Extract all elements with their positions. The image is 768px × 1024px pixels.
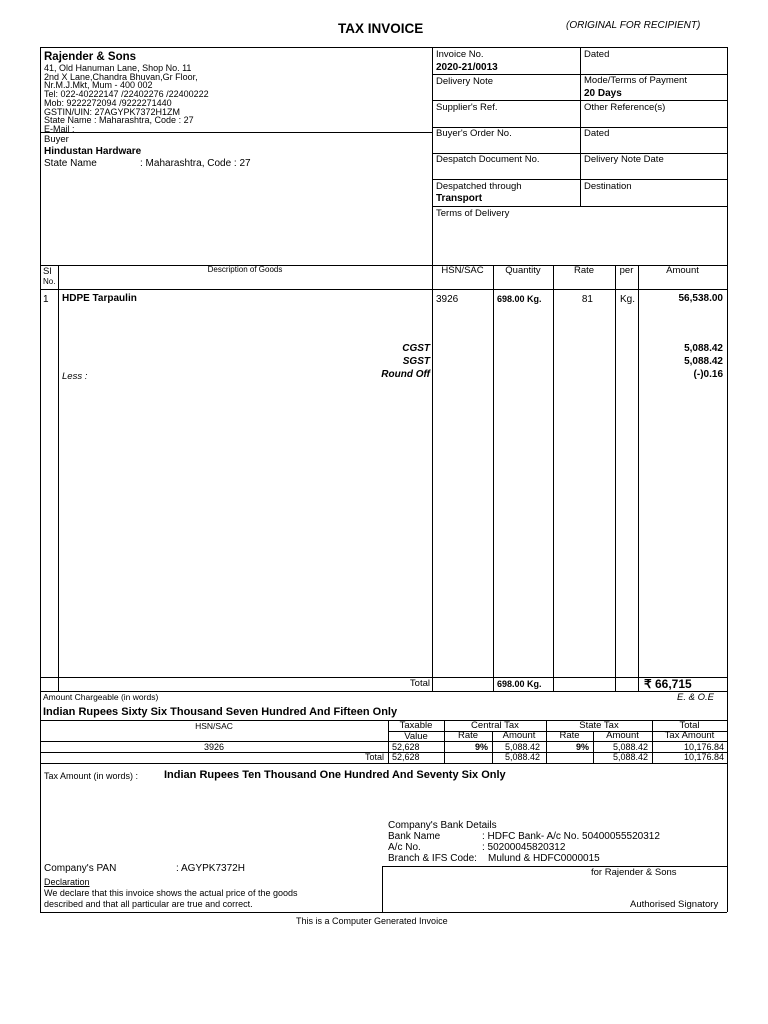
- buyer-state-value: : Maharashtra, Code : 27: [140, 158, 251, 169]
- seller-phone: Tel: 022-40222147 /22402276 /22400222: [44, 89, 209, 100]
- amount-words-label: Amount Chargeable (in words): [43, 692, 159, 702]
- tax-row-hsn: 3926: [203, 742, 225, 752]
- item-sl: 1: [43, 294, 49, 305]
- despatched-through-label: Despatched through: [436, 181, 522, 192]
- ct-rate-header: Rate: [457, 730, 479, 741]
- payment-terms-value: 20 Days: [584, 88, 622, 99]
- tax-row-st-amount: 5,088.42: [612, 742, 648, 752]
- tax-hsn-header: HSN/SAC: [195, 721, 233, 731]
- for-company: for Rajender & Sons: [591, 867, 677, 878]
- tax-row-ct-rate: 9%: [474, 742, 488, 752]
- col-quantity: Quantity: [505, 265, 541, 276]
- tax-total-label: Total: [364, 752, 384, 762]
- sgst-amount: 5,088.42: [684, 356, 723, 367]
- invoice-no-label: Invoice No.: [436, 49, 484, 60]
- tax-in-words: Indian Rupees Ten Thousand One Hundred And Seventy Six Only: [164, 769, 506, 781]
- tax-total-ct-amount: 5,088.42: [505, 752, 541, 762]
- col-no: No.: [43, 277, 56, 286]
- copy-label: (ORIGINAL FOR RECIPIENT): [566, 20, 701, 31]
- seller-gstin: GSTIN/UIN: 27AGYPK7372H1ZM: [44, 106, 181, 117]
- pan-value: : AGYPK7372H: [176, 863, 245, 874]
- cgst-label: CGST: [402, 343, 430, 354]
- ac-no-label: A/c No.: [388, 842, 421, 853]
- grand-total: ₹ 66,715: [644, 677, 692, 691]
- authorised-signatory: Authorised Signatory: [630, 899, 719, 910]
- state-tax-header: State Tax: [579, 720, 619, 731]
- tax-row-total: 10,176.84: [683, 742, 724, 752]
- seller-address-line: 2nd X Lane,Chandra Bhuvan,Gr Floor,: [44, 71, 198, 82]
- suppliers-ref-label: Supplier's Ref.: [436, 102, 498, 113]
- seller-address-line: Nr.M.J.Mkt, Mum - 400 002: [44, 80, 153, 91]
- col-rate: Rate: [573, 265, 595, 276]
- st-rate-header: Rate: [559, 730, 580, 741]
- seller-address-line: 41, Old Hanuman Lane, Shop No. 11: [44, 63, 192, 73]
- invoice-no: 2020-21/0013: [436, 62, 498, 73]
- declaration-line-1: We declare that this invoice shows the actual price of the goods: [44, 888, 298, 898]
- bank-name-value: : HDFC Bank- A/c No. 50400055520312: [482, 831, 660, 842]
- delivery-note-date-label: Delivery Note Date: [584, 154, 664, 165]
- tax-total-taxable: 52,628: [392, 752, 420, 762]
- roundoff-label: Round Off: [381, 369, 430, 380]
- seller-address: [44, 64, 209, 134]
- seller-name: Rajender & Sons: [44, 51, 137, 63]
- seller-email: E-Mail :: [44, 123, 75, 134]
- amount-in-words: Indian Rupees Sixty Six Thousand Seven Hundred And Fifteen Only: [43, 706, 398, 718]
- despatched-through-value: Transport: [436, 193, 483, 204]
- taxable-header-value: Value: [404, 731, 428, 742]
- less-label: Less :: [62, 371, 88, 382]
- item-hsn: 3926: [436, 294, 459, 305]
- col-amount: Amount: [666, 265, 699, 276]
- central-tax-header: Central Tax: [471, 720, 519, 731]
- terms-of-delivery-label: Terms of Delivery: [436, 208, 510, 219]
- seller-state: State Name : Maharashtra, Code : 27: [44, 115, 194, 126]
- ct-amount-header: Amount: [502, 730, 536, 741]
- ac-no-value: : 50200045820312: [482, 842, 566, 853]
- branch-label: Branch & IFS Code:: [388, 853, 477, 864]
- item-description: HDPE Tarpaulin: [62, 293, 137, 304]
- item-per: Kg.: [620, 294, 636, 305]
- buyer-name: Hindustan Hardware: [44, 146, 142, 157]
- total-quantity: 698.00 Kg.: [497, 679, 542, 689]
- total-tax-amount-header: Tax Amount: [664, 730, 715, 741]
- invoice-title: TAX INVOICE: [338, 21, 424, 36]
- buyers-order-label: Buyer's Order No.: [436, 128, 512, 139]
- buyer-label: Buyer: [44, 134, 69, 145]
- declaration-line-2: described and that all particular are true and correct.: [44, 899, 253, 909]
- buyer-state-label: State Name: [44, 158, 97, 169]
- tax-total-amount: 10,176.84: [683, 752, 724, 762]
- order-dated-label: Dated: [584, 128, 610, 139]
- roundoff-amount: (-)0.16: [693, 369, 723, 380]
- delivery-note-label: Delivery Note: [436, 76, 494, 87]
- col-hsn: HSN/SAC: [441, 265, 484, 276]
- total-label: Total: [409, 678, 430, 689]
- tax-row-ct-amount: 5,088.42: [505, 742, 541, 752]
- item-rate: 81: [581, 294, 593, 305]
- payment-terms-label: Mode/Terms of Payment: [584, 75, 687, 86]
- taxable-header: Taxable: [399, 720, 433, 731]
- bank-heading: Company's Bank Details: [388, 820, 497, 831]
- tax-words-label: Tax Amount (in words) :: [44, 771, 139, 781]
- tax-row-st-rate: 9%: [575, 742, 589, 752]
- pan-label: Company's PAN: [44, 863, 117, 874]
- dated-label: Dated: [584, 49, 610, 60]
- other-ref-label: Other Reference(s): [584, 102, 666, 113]
- eoe-label: E. & O.E: [677, 692, 714, 703]
- sgst-label: SGST: [402, 356, 430, 367]
- destination-label: Destination: [584, 181, 632, 192]
- computer-generated-note: This is a Computer Generated Invoice: [296, 916, 448, 926]
- col-description: Description of Goods: [207, 265, 283, 274]
- branch-value: Mulund & HDFC0000015: [488, 853, 600, 864]
- cgst-amount: 5,088.42: [684, 343, 723, 354]
- total-tax-header: Total: [679, 720, 700, 731]
- col-sl: Sl: [43, 266, 52, 277]
- declaration-title: Declaration: [44, 877, 90, 887]
- tax-total-st-amount: 5,088.42: [612, 752, 648, 762]
- col-per: per: [619, 265, 634, 276]
- seller-mobile: Mob: 9222272094 /9222271440: [44, 97, 172, 108]
- st-amount-header: Amount: [606, 730, 639, 741]
- despatch-doc-label: Despatch Document No.: [436, 154, 540, 165]
- item-amount: 56,538.00: [678, 293, 723, 304]
- tax-row-taxable: 52,628: [392, 742, 420, 752]
- item-quantity: 698.00 Kg.: [497, 294, 542, 304]
- bank-name-label: Bank Name: [388, 831, 441, 842]
